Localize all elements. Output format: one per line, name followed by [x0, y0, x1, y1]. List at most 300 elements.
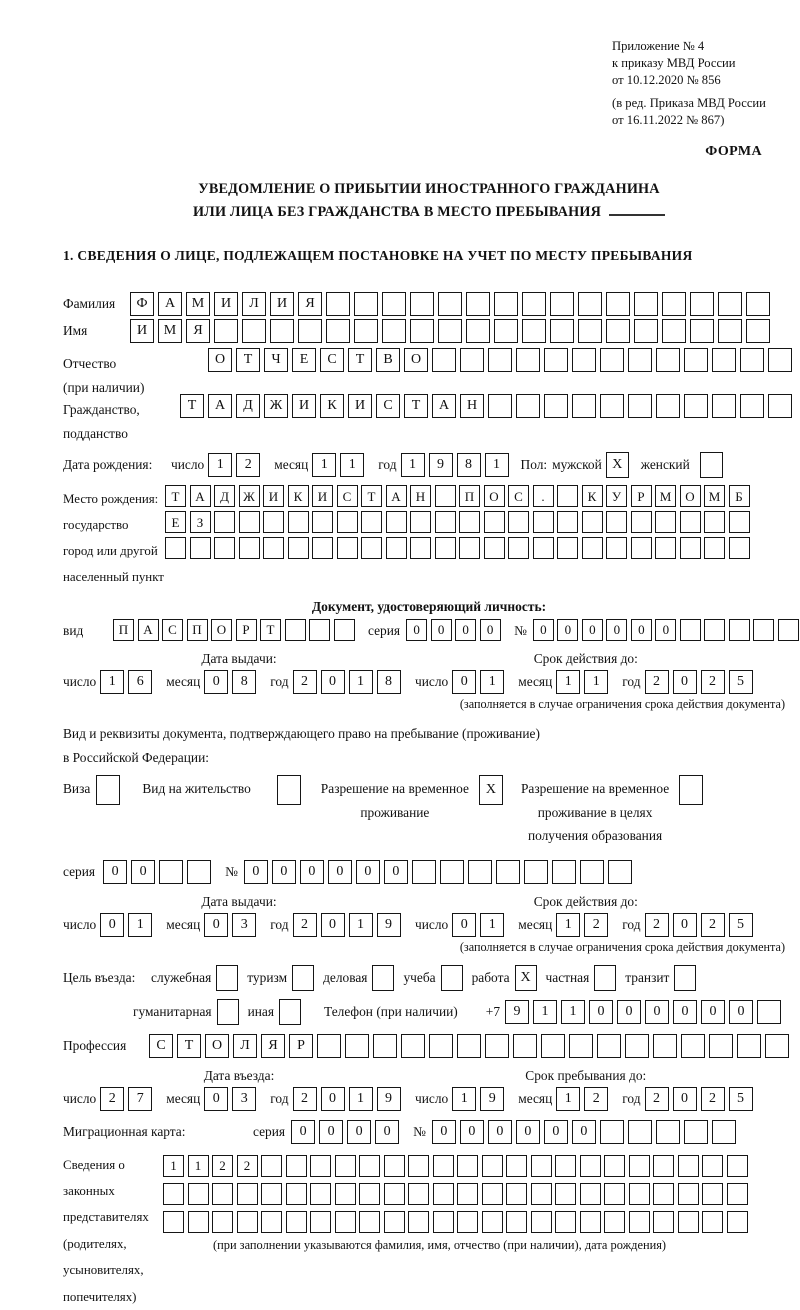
char-box[interactable]: [270, 319, 294, 343]
char-box[interactable]: [410, 292, 434, 316]
char-box[interactable]: 1: [188, 1155, 209, 1177]
char-box[interactable]: 0: [645, 1000, 669, 1024]
char-box[interactable]: [484, 537, 505, 559]
checkbox[interactable]: [279, 999, 301, 1025]
char-box[interactable]: [768, 348, 792, 372]
char-box[interactable]: [513, 1034, 537, 1058]
char-box[interactable]: 0: [321, 913, 345, 937]
char-box[interactable]: [309, 619, 330, 641]
char-box[interactable]: [459, 511, 480, 533]
char-box[interactable]: 0: [244, 860, 268, 884]
char-box[interactable]: О: [484, 485, 505, 507]
char-box[interactable]: [460, 348, 484, 372]
char-box[interactable]: [557, 537, 578, 559]
char-box[interactable]: Т: [361, 485, 382, 507]
char-box[interactable]: [466, 292, 490, 316]
char-box[interactable]: М: [186, 292, 210, 316]
char-box[interactable]: [606, 292, 630, 316]
char-box[interactable]: 0: [321, 670, 345, 694]
char-box[interactable]: 0: [589, 1000, 613, 1024]
char-box[interactable]: О: [404, 348, 428, 372]
char-box[interactable]: 0: [432, 1120, 456, 1144]
char-box[interactable]: [466, 319, 490, 343]
char-box[interactable]: [516, 348, 540, 372]
char-box[interactable]: [494, 292, 518, 316]
char-box[interactable]: 0: [384, 860, 408, 884]
char-box[interactable]: .: [533, 485, 554, 507]
char-box[interactable]: [188, 1211, 209, 1233]
char-box[interactable]: С: [320, 348, 344, 372]
char-box[interactable]: [727, 1211, 748, 1233]
char-box[interactable]: [508, 511, 529, 533]
char-box[interactable]: 0: [655, 619, 676, 641]
char-box[interactable]: [457, 1155, 478, 1177]
char-box[interactable]: 0: [544, 1120, 568, 1144]
char-box[interactable]: И: [292, 394, 316, 418]
char-box[interactable]: Е: [165, 511, 186, 533]
char-box[interactable]: [552, 860, 576, 884]
char-box[interactable]: И: [270, 292, 294, 316]
char-box[interactable]: Д: [214, 485, 235, 507]
char-box[interactable]: [582, 511, 603, 533]
char-box[interactable]: [408, 1211, 429, 1233]
char-box[interactable]: [165, 537, 186, 559]
char-box[interactable]: [680, 511, 701, 533]
char-box[interactable]: [533, 511, 554, 533]
char-box[interactable]: [438, 319, 462, 343]
char-box[interactable]: [678, 1155, 699, 1177]
char-box[interactable]: [359, 1211, 380, 1233]
char-box[interactable]: [261, 1211, 282, 1233]
char-box[interactable]: [433, 1211, 454, 1233]
char-box[interactable]: [435, 511, 456, 533]
rvp-checkbox[interactable]: X: [479, 775, 503, 805]
char-box[interactable]: [408, 1183, 429, 1205]
char-box[interactable]: 2: [701, 670, 725, 694]
char-box[interactable]: Н: [460, 394, 484, 418]
char-box[interactable]: [408, 1155, 429, 1177]
char-box[interactable]: [373, 1034, 397, 1058]
char-box[interactable]: Д: [236, 394, 260, 418]
char-box[interactable]: 2: [645, 1087, 669, 1111]
char-box[interactable]: [704, 537, 725, 559]
char-box[interactable]: [354, 319, 378, 343]
char-box[interactable]: [212, 1211, 233, 1233]
char-box[interactable]: [159, 860, 183, 884]
char-box[interactable]: [361, 537, 382, 559]
char-box[interactable]: О: [205, 1034, 229, 1058]
char-box[interactable]: 0: [319, 1120, 343, 1144]
char-box[interactable]: [628, 394, 652, 418]
char-box[interactable]: А: [138, 619, 159, 641]
char-box[interactable]: 3: [232, 913, 256, 937]
char-box[interactable]: 0: [452, 913, 476, 937]
char-box[interactable]: [335, 1211, 356, 1233]
char-box[interactable]: [604, 1183, 625, 1205]
char-box[interactable]: [298, 319, 322, 343]
char-box[interactable]: [190, 537, 211, 559]
char-box[interactable]: [653, 1034, 677, 1058]
char-box[interactable]: 1: [452, 1087, 476, 1111]
checkbox[interactable]: [441, 965, 463, 991]
char-box[interactable]: [704, 511, 725, 533]
char-box[interactable]: 2: [645, 670, 669, 694]
sex-female-checkbox[interactable]: [700, 452, 723, 478]
char-box[interactable]: [386, 537, 407, 559]
char-box[interactable]: [440, 860, 464, 884]
char-box[interactable]: [488, 348, 512, 372]
char-box[interactable]: [506, 1155, 527, 1177]
char-box[interactable]: [384, 1183, 405, 1205]
char-box[interactable]: [718, 292, 742, 316]
char-box[interactable]: И: [312, 485, 333, 507]
char-box[interactable]: 1: [584, 670, 608, 694]
char-box[interactable]: 2: [701, 1087, 725, 1111]
char-box[interactable]: [516, 394, 540, 418]
char-box[interactable]: [494, 319, 518, 343]
char-box[interactable]: [263, 511, 284, 533]
char-box[interactable]: [457, 1034, 481, 1058]
char-box[interactable]: 0: [328, 860, 352, 884]
char-box[interactable]: [727, 1183, 748, 1205]
char-box[interactable]: П: [459, 485, 480, 507]
char-box[interactable]: [522, 292, 546, 316]
char-box[interactable]: [702, 1183, 723, 1205]
char-box[interactable]: Р: [289, 1034, 313, 1058]
char-box[interactable]: [359, 1183, 380, 1205]
char-box[interactable]: [214, 537, 235, 559]
char-box[interactable]: 0: [488, 1120, 512, 1144]
char-box[interactable]: [580, 1155, 601, 1177]
char-box[interactable]: О: [680, 485, 701, 507]
char-box[interactable]: Ж: [239, 485, 260, 507]
char-box[interactable]: [237, 1183, 258, 1205]
char-box[interactable]: [768, 394, 792, 418]
char-box[interactable]: [656, 394, 680, 418]
char-box[interactable]: [656, 1120, 680, 1144]
char-box[interactable]: И: [348, 394, 372, 418]
char-box[interactable]: [582, 537, 603, 559]
char-box[interactable]: [433, 1155, 454, 1177]
char-box[interactable]: [578, 292, 602, 316]
char-box[interactable]: 2: [237, 1155, 258, 1177]
char-box[interactable]: [555, 1211, 576, 1233]
char-box[interactable]: 9: [480, 1087, 504, 1111]
char-box[interactable]: [600, 394, 624, 418]
char-box[interactable]: [163, 1183, 184, 1205]
char-box[interactable]: М: [655, 485, 676, 507]
char-box[interactable]: [242, 319, 266, 343]
char-box[interactable]: [239, 537, 260, 559]
char-box[interactable]: [285, 619, 306, 641]
char-box[interactable]: [286, 1183, 307, 1205]
char-box[interactable]: А: [190, 485, 211, 507]
char-box[interactable]: [580, 860, 604, 884]
char-box[interactable]: [629, 1183, 650, 1205]
char-box[interactable]: [600, 1120, 624, 1144]
char-box[interactable]: 8: [377, 670, 401, 694]
char-box[interactable]: [433, 1183, 454, 1205]
char-box[interactable]: [506, 1183, 527, 1205]
char-box[interactable]: П: [187, 619, 208, 641]
char-box[interactable]: [702, 1155, 723, 1177]
char-box[interactable]: 1: [533, 1000, 557, 1024]
char-box[interactable]: [753, 619, 774, 641]
char-box[interactable]: [555, 1155, 576, 1177]
char-box[interactable]: 0: [673, 1000, 697, 1024]
char-box[interactable]: [524, 860, 548, 884]
char-box[interactable]: [629, 1211, 650, 1233]
char-box[interactable]: 1: [485, 453, 509, 477]
char-box[interactable]: [188, 1183, 209, 1205]
char-box[interactable]: [631, 537, 652, 559]
char-box[interactable]: 9: [429, 453, 453, 477]
char-box[interactable]: [457, 1183, 478, 1205]
char-box[interactable]: [488, 394, 512, 418]
char-box[interactable]: 0: [131, 860, 155, 884]
char-box[interactable]: [702, 1211, 723, 1233]
char-box[interactable]: 0: [617, 1000, 641, 1024]
char-box[interactable]: [727, 1155, 748, 1177]
char-box[interactable]: 0: [480, 619, 501, 641]
char-box[interactable]: 0: [291, 1120, 315, 1144]
char-box[interactable]: [531, 1183, 552, 1205]
char-box[interactable]: Я: [298, 292, 322, 316]
char-box[interactable]: [653, 1155, 674, 1177]
char-box[interactable]: [163, 1211, 184, 1233]
char-box[interactable]: 1: [128, 913, 152, 937]
char-box[interactable]: Н: [410, 485, 431, 507]
char-box[interactable]: М: [704, 485, 725, 507]
char-box[interactable]: [684, 394, 708, 418]
char-box[interactable]: [484, 511, 505, 533]
char-box[interactable]: 1: [561, 1000, 585, 1024]
char-box[interactable]: 5: [729, 913, 753, 937]
checkbox[interactable]: X: [515, 965, 537, 991]
char-box[interactable]: [572, 348, 596, 372]
char-box[interactable]: [531, 1211, 552, 1233]
char-box[interactable]: К: [582, 485, 603, 507]
char-box[interactable]: [345, 1034, 369, 1058]
char-box[interactable]: [410, 537, 431, 559]
char-box[interactable]: [337, 511, 358, 533]
char-box[interactable]: [600, 348, 624, 372]
vnz-checkbox[interactable]: [277, 775, 301, 805]
char-box[interactable]: [680, 537, 701, 559]
char-box[interactable]: 7: [128, 1087, 152, 1111]
char-box[interactable]: 1: [480, 913, 504, 937]
char-box[interactable]: [531, 1155, 552, 1177]
char-box[interactable]: [550, 319, 574, 343]
char-box[interactable]: 1: [349, 913, 373, 937]
char-box[interactable]: С: [508, 485, 529, 507]
char-box[interactable]: [359, 1155, 380, 1177]
char-box[interactable]: 1: [208, 453, 232, 477]
char-box[interactable]: [335, 1155, 356, 1177]
char-box[interactable]: 5: [729, 1087, 753, 1111]
char-box[interactable]: [410, 511, 431, 533]
char-box[interactable]: 0: [100, 913, 124, 937]
char-box[interactable]: С: [376, 394, 400, 418]
char-box[interactable]: [655, 537, 676, 559]
char-box[interactable]: Т: [165, 485, 186, 507]
char-box[interactable]: А: [432, 394, 456, 418]
char-box[interactable]: 3: [232, 1087, 256, 1111]
char-box[interactable]: С: [149, 1034, 173, 1058]
char-box[interactable]: [625, 1034, 649, 1058]
char-box[interactable]: [737, 1034, 761, 1058]
char-box[interactable]: [606, 511, 627, 533]
char-box[interactable]: 1: [556, 670, 580, 694]
char-box[interactable]: Т: [260, 619, 281, 641]
char-box[interactable]: 8: [232, 670, 256, 694]
char-box[interactable]: 8: [457, 453, 481, 477]
char-box[interactable]: [496, 860, 520, 884]
char-box[interactable]: [326, 292, 350, 316]
char-box[interactable]: Р: [236, 619, 257, 641]
char-box[interactable]: [606, 537, 627, 559]
char-box[interactable]: [634, 319, 658, 343]
char-box[interactable]: 1: [556, 913, 580, 937]
char-box[interactable]: [401, 1034, 425, 1058]
char-box[interactable]: [435, 537, 456, 559]
char-box[interactable]: [757, 1000, 781, 1024]
char-box[interactable]: 0: [204, 913, 228, 937]
char-box[interactable]: [485, 1034, 509, 1058]
char-box[interactable]: М: [158, 319, 182, 343]
checkbox[interactable]: [372, 965, 394, 991]
char-box[interactable]: [712, 348, 736, 372]
char-box[interactable]: 1: [349, 670, 373, 694]
char-box[interactable]: 1: [349, 1087, 373, 1111]
char-box[interactable]: 0: [431, 619, 452, 641]
checkbox[interactable]: [216, 965, 238, 991]
char-box[interactable]: [729, 511, 750, 533]
char-box[interactable]: [580, 1211, 601, 1233]
char-box[interactable]: 0: [673, 913, 697, 937]
char-box[interactable]: 0: [204, 670, 228, 694]
visa-checkbox[interactable]: [96, 775, 120, 805]
char-box[interactable]: [765, 1034, 789, 1058]
char-box[interactable]: 0: [582, 619, 603, 641]
char-box[interactable]: [312, 511, 333, 533]
char-box[interactable]: [288, 537, 309, 559]
char-box[interactable]: [604, 1155, 625, 1177]
char-box[interactable]: Ч: [264, 348, 288, 372]
char-box[interactable]: 1: [401, 453, 425, 477]
char-box[interactable]: [214, 511, 235, 533]
char-box[interactable]: [459, 537, 480, 559]
char-box[interactable]: А: [386, 485, 407, 507]
char-box[interactable]: [310, 1155, 331, 1177]
char-box[interactable]: 1: [163, 1155, 184, 1177]
char-box[interactable]: [326, 319, 350, 343]
rvp-edu-checkbox[interactable]: [679, 775, 703, 805]
char-box[interactable]: 2: [701, 913, 725, 937]
char-box[interactable]: [288, 511, 309, 533]
char-box[interactable]: 0: [557, 619, 578, 641]
char-box[interactable]: 0: [103, 860, 127, 884]
char-box[interactable]: 2: [212, 1155, 233, 1177]
char-box[interactable]: [572, 394, 596, 418]
char-box[interactable]: [712, 1120, 736, 1144]
char-box[interactable]: 2: [236, 453, 260, 477]
char-box[interactable]: [729, 619, 750, 641]
char-box[interactable]: 0: [204, 1087, 228, 1111]
char-box[interactable]: 5: [729, 670, 753, 694]
char-box[interactable]: [263, 537, 284, 559]
char-box[interactable]: 0: [455, 619, 476, 641]
char-box[interactable]: П: [113, 619, 134, 641]
char-box[interactable]: Я: [261, 1034, 285, 1058]
char-box[interactable]: [239, 511, 260, 533]
char-box[interactable]: 0: [460, 1120, 484, 1144]
char-box[interactable]: [468, 860, 492, 884]
char-box[interactable]: [286, 1155, 307, 1177]
char-box[interactable]: 2: [645, 913, 669, 937]
char-box[interactable]: [361, 511, 382, 533]
char-box[interactable]: [457, 1211, 478, 1233]
char-box[interactable]: [690, 319, 714, 343]
char-box[interactable]: [608, 860, 632, 884]
char-box[interactable]: [410, 319, 434, 343]
char-box[interactable]: 0: [272, 860, 296, 884]
char-box[interactable]: [312, 537, 333, 559]
char-box[interactable]: Т: [180, 394, 204, 418]
char-box[interactable]: [386, 511, 407, 533]
char-box[interactable]: [382, 292, 406, 316]
checkbox[interactable]: [217, 999, 239, 1025]
char-box[interactable]: [709, 1034, 733, 1058]
char-box[interactable]: А: [208, 394, 232, 418]
char-box[interactable]: 2: [293, 670, 317, 694]
char-box[interactable]: [382, 319, 406, 343]
char-box[interactable]: [429, 1034, 453, 1058]
char-box[interactable]: Т: [348, 348, 372, 372]
char-box[interactable]: [214, 319, 238, 343]
char-box[interactable]: [684, 348, 708, 372]
char-box[interactable]: [678, 1183, 699, 1205]
char-box[interactable]: [187, 860, 211, 884]
char-box[interactable]: 0: [321, 1087, 345, 1111]
char-box[interactable]: 0: [533, 619, 554, 641]
checkbox[interactable]: [594, 965, 616, 991]
char-box[interactable]: 1: [100, 670, 124, 694]
char-box[interactable]: [557, 485, 578, 507]
char-box[interactable]: [597, 1034, 621, 1058]
char-box[interactable]: [704, 619, 725, 641]
char-box[interactable]: [628, 348, 652, 372]
char-box[interactable]: [310, 1183, 331, 1205]
char-box[interactable]: И: [214, 292, 238, 316]
char-box[interactable]: [746, 292, 770, 316]
char-box[interactable]: [569, 1034, 593, 1058]
char-box[interactable]: 0: [673, 1087, 697, 1111]
char-box[interactable]: [334, 619, 355, 641]
char-box[interactable]: 0: [572, 1120, 596, 1144]
char-box[interactable]: [482, 1155, 503, 1177]
char-box[interactable]: 1: [340, 453, 364, 477]
char-box[interactable]: [604, 1211, 625, 1233]
char-box[interactable]: 0: [631, 619, 652, 641]
char-box[interactable]: И: [263, 485, 284, 507]
char-box[interactable]: [438, 292, 462, 316]
char-box[interactable]: [662, 292, 686, 316]
char-box[interactable]: З: [190, 511, 211, 533]
char-box[interactable]: 2: [293, 913, 317, 937]
char-box[interactable]: [684, 1120, 708, 1144]
char-box[interactable]: 2: [584, 1087, 608, 1111]
